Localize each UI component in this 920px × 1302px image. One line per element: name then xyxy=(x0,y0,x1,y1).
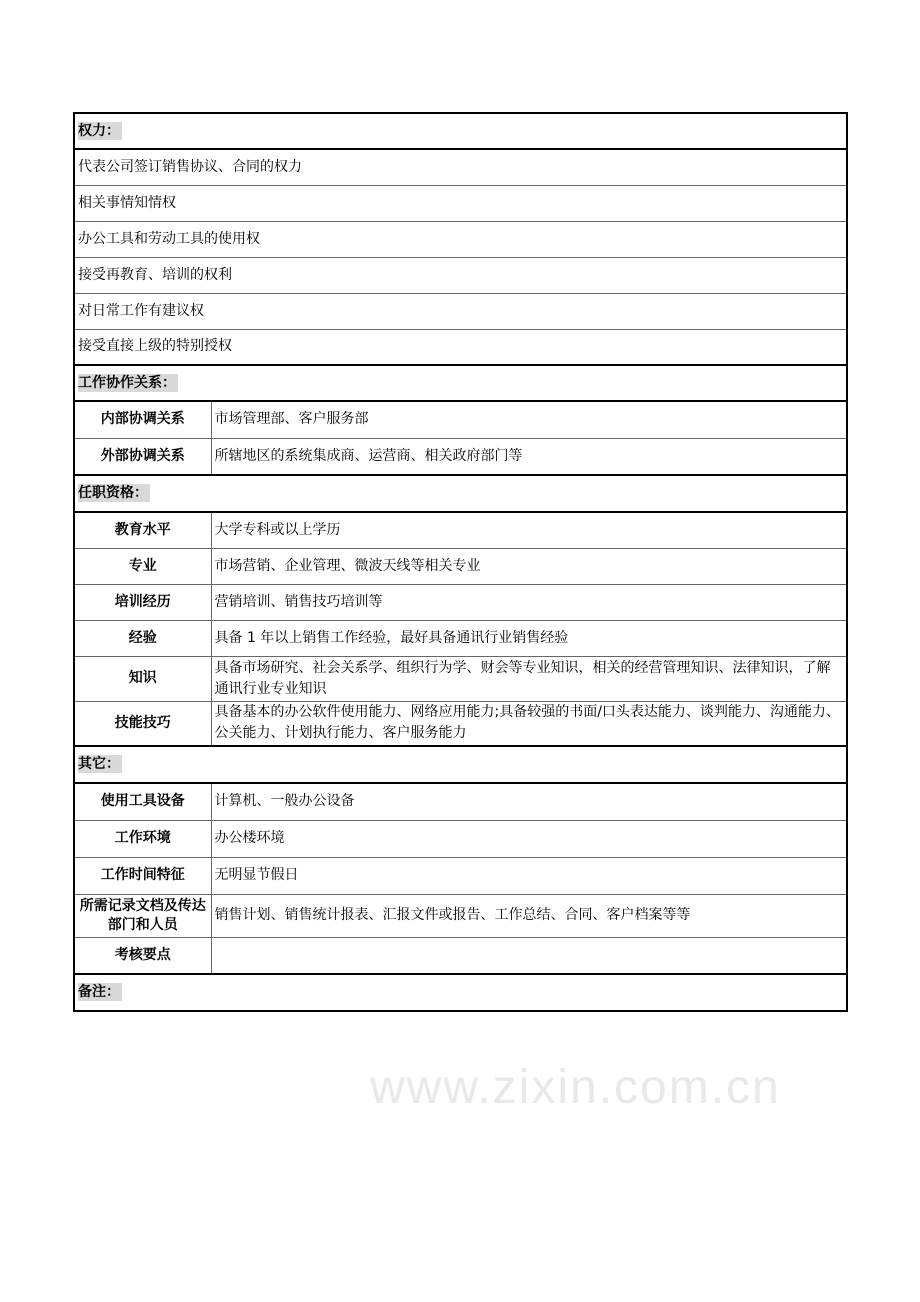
power-item: 接受直接上级的特别授权 xyxy=(74,329,847,365)
job-description-table xyxy=(73,112,848,1012)
row-label: 培训经历 xyxy=(74,584,211,620)
row-label: 技能技巧 xyxy=(74,701,211,746)
row-value: 销售计划、销售统计报表、汇报文件或报告、工作总结、合同、客户档案等等 xyxy=(211,894,847,937)
section-title: 权力： xyxy=(78,122,120,139)
section-title: 任职资格： xyxy=(78,485,148,501)
row-value xyxy=(211,937,847,974)
row-value: 计算机、一般办公设备 xyxy=(211,783,847,820)
section-relations xyxy=(74,365,847,401)
row-value: 办公楼环境 xyxy=(211,820,847,857)
row-label: 教育水平 xyxy=(74,512,211,548)
row-value: 具备市场研究、社会关系学、组织行为学、财会等专业知识，相关的经营管理知识、法律知识，了解通讯行业专业知识 xyxy=(211,656,847,701)
row-label: 内部协调关系 xyxy=(74,401,211,438)
row-value: 具备 1 年以上销售工作经验，最好具备通讯行业销售经验 xyxy=(211,620,847,656)
row-value: 无明显节假日 xyxy=(211,857,847,894)
row-value: 营销培训、销售技巧培训等 xyxy=(211,584,847,620)
row-label: 工作时间特征 xyxy=(74,857,211,894)
watermark: www.zixin.com.cn xyxy=(370,1061,781,1114)
row-label: 工作环境 xyxy=(74,820,211,857)
power-item: 办公工具和劳动工具的使用权 xyxy=(74,221,847,257)
section-others xyxy=(74,746,847,783)
row-label: 所需记录文档及传达部门和人员 xyxy=(74,894,211,937)
row-label: 知识 xyxy=(74,656,211,701)
row-label: 专业 xyxy=(74,548,211,584)
row-value: 所辖地区的系统集成商、运营商、相关政府部门等 xyxy=(211,438,847,475)
section-title: 其它： xyxy=(78,756,120,772)
section-notes xyxy=(74,974,847,1011)
row-label: 使用工具设备 xyxy=(74,783,211,820)
row-label: 考核要点 xyxy=(74,937,211,974)
row-value: 大学专科或以上学历 xyxy=(211,512,847,548)
row-label: 经验 xyxy=(74,620,211,656)
section-qualifications xyxy=(74,475,847,512)
section-title: 备注： xyxy=(78,984,120,1000)
power-item: 对日常工作有建议权 xyxy=(74,293,847,329)
section-title: 工作协作关系： xyxy=(78,374,176,391)
row-value: 市场营销、企业管理、微波天线等相关专业 xyxy=(211,548,847,584)
power-item: 代表公司签订销售协议、合同的权力 xyxy=(74,149,847,185)
row-label: 外部协调关系 xyxy=(74,438,211,475)
row-value: 市场管理部、客户服务部 xyxy=(211,401,847,438)
power-item: 接受再教育、培训的权利 xyxy=(74,257,847,293)
section-powers xyxy=(74,113,847,149)
power-item: 相关事情知情权 xyxy=(74,185,847,221)
row-value: 具备基本的办公软件使用能力、网络应用能力;具备较强的书面/口头表达能力、谈判能力、沟通能力、公关能力、计划执行能力、客户服务能力 xyxy=(211,701,847,746)
